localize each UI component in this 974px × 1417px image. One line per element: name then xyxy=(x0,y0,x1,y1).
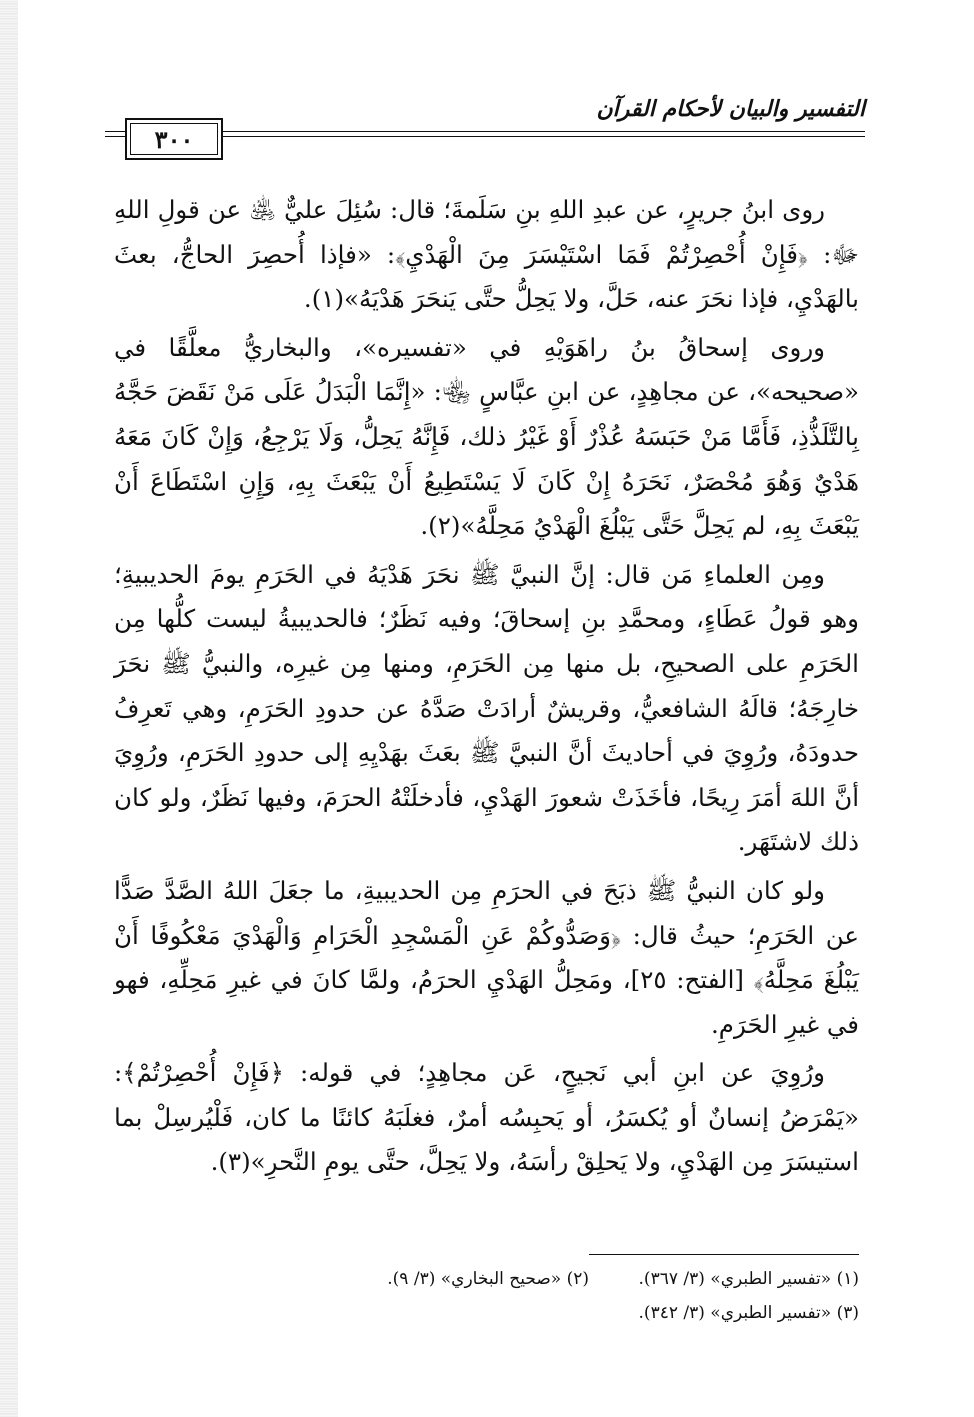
paragraph-3: ومِن العلماءِ مَن قال: إنَّ النبيَّ ﷺ نحَرَ هَدْيَهُ في الحَرَمِ يومَ الحديبيةِ؛ وهو قولُ عَطَاءٍ، ومحمَّدِ بنِ إسحاقَ؛ وفيه نَظَرٌ؛ فالحديبيةُ ليست كلُّها مِن الحَرَمِ على الصحيحِ، بل منها مِن الحَرَمِ، ومنها مِن غيرِه، والنبيُّ ﷺ نحَرَ خارِجَهُ؛ قالَهُ الشافعيُّ، وقريشٌ أرادَتْ صَدَّهُ عن حدودِ الحَرَمِ، وهي تَعرِفُ حدودَهُ، ورُوِيَ في أحاديثَ أنَّ النبيَّ ﷺ بعَثَ بهَدْيِهِ إلى حدودِ الحَرَمِ، ورُوِيَ أنَّ اللهَ أمَرَ رِيحًا، فأخَذَتْ شعورَ الهَدْيِ، فأدخلَتْهُ الحرَمَ، وفيها نَظَرٌ، ولو كان ذلك لاشتَهَر. xyxy=(114,559,859,857)
footnote-row xyxy=(114,1262,859,1296)
paragraph-4: ولو كان النبيُّ ﷺ ذبَحَ في الحرَمِ مِن الحديبيةِ، ما جعَلَ اللهُ الصَّدَّ صَدًّا عن الحَرَمِ؛ حيثُ قال: ﴿وَصَدُّوكُمْ عَنِ الْمَسْجِدِ الْحَرَامِ وَالْهَدْيَ مَعْكُوفًا أَنْ يَبْلُغَ مَحِلَّهُ﴾ [الفتح: ٢٥]، ومَحِلُّ الهَدْيِ الحرَمُ، ولمَّا كانَ في غيرِ مَحِلِّهِ، فهو في غيرِ الحَرَمِ. xyxy=(114,875,859,1039)
footnote-row xyxy=(114,1296,859,1330)
footnote-separator xyxy=(589,1254,859,1255)
page-number-frame xyxy=(125,118,223,160)
footnote-2: (٢) «صحيح البخاري» (٣/ ٩). xyxy=(387,1269,589,1289)
page-number: ٣٠٠ xyxy=(154,124,194,154)
header-ornament-left xyxy=(105,136,123,137)
paragraph-2: وروى إسحاقُ بنُ راهَوَيْهِ في «تفسيره»، والبخاريُّ معلَّقًا في «صحيحه»، عن مجاهِدٍ، عن ابنِ عبَّاسٍ ﵄: «إِنَّمَا الْبَدَلُ عَلَى مَنْ نَقَضَ حَجَّهُ بِالتَّلَذُّذِ، فَأَمَّا مَنْ حَبَسَهُ عُذْرٌ أَوْ غَيْرُ ذلك، فَإِنَّهُ يَحِلُّ، وَلَا يَرْجِعُ، وَإِنْ كَانَ مَعَهُ هَدْيٌ وَهُوَ مُحْصَرٌ، نَحَرَهُ إِنْ كَانَ لَا يَسْتَطِيعُ أَنْ يَبْعَثَ بِهِ، وَإِنِ اسْتَطَاعَ أَنْ يَبْعَثَ بِهِ، لم يَحِلَّ حَتَّى يَبْلُغَ الْهَدْيُ مَحِلَّهُ»(٢). xyxy=(114,332,859,541)
paragraph-1: روى ابنُ جريرٍ، عن عبدِ اللهِ بنِ سَلَمةَ؛ قال: سُئِلَ عليٌّ ﵁ عن قولِ اللهِ ﷻ: ﴿فَإِنْ أُحْصِرْتُمْ فَمَا اسْتَيْسَرَ مِنَ الْهَدْيِ﴾: «فإذا أُحصِرَ الحاجُّ، بعثَ بالهَدْيِ، فإذا نحَرَ عنه، حَلَّ، ولا يَحِلُّ حتَّى يَنحَرَ هَدْيَهُ»(١). xyxy=(114,195,859,314)
main-text xyxy=(114,188,859,1189)
footnotes xyxy=(114,1262,859,1330)
running-title: التفسير والبيان لأحكام القرآن xyxy=(596,96,865,122)
footnote-1: (١) «تفسير الطبري» (٣/ ٣٦٧). xyxy=(638,1269,859,1289)
page-header xyxy=(105,96,865,166)
footnote-3: (٣) «تفسير الطبري» (٣/ ٣٤٢). xyxy=(638,1303,859,1323)
paragraph-5: ورُوِيَ عن ابنِ أبي نَجيحٍ، عَن مجاهِدٍ؛ في قوله: ﴿فَإِنْ أُحْصِرْتُمْ﴾: «يَمْرَضُ إنسانٌ أو يُكسَرُ، أو يَحبِسُه أمرٌ، فغلَبَهُ كائنًا ما كان، فَلْيُرسِلْ بما استيسَرَ مِن الهَدْيِ، ولا يَحلِقْ رأسَهُ، ولا يَحِلَّ، حتَّى يومِ النَّحرِ»(٣). xyxy=(114,1058,859,1177)
